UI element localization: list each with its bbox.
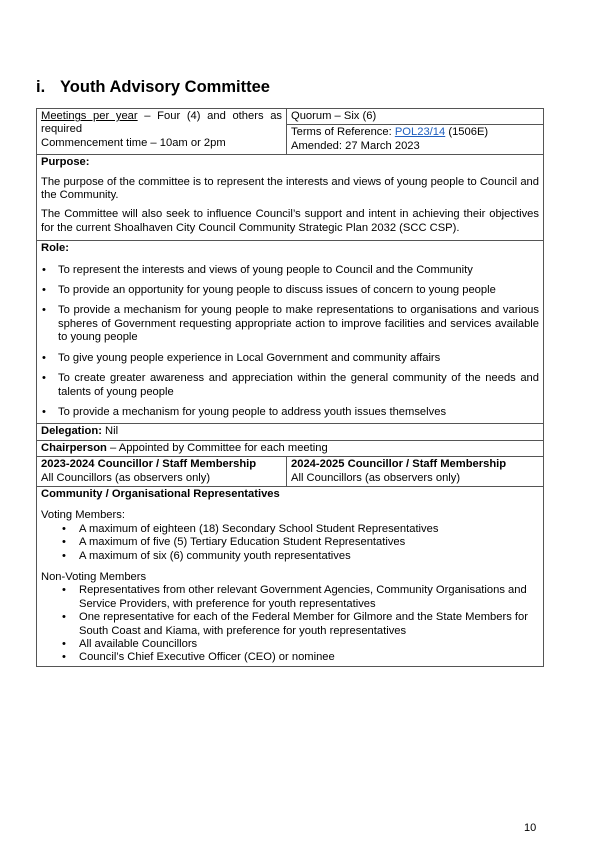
bullet-icon: • xyxy=(42,284,46,297)
terms-label: Terms of Reference: xyxy=(291,126,395,139)
delegation-cell xyxy=(37,424,544,440)
committee-table xyxy=(36,108,544,667)
role-row xyxy=(37,241,544,424)
membership-left-title: 2023-2024 Councillor / Staff Membership xyxy=(41,458,257,471)
quorum-text: Quorum – Six (6) xyxy=(291,110,377,122)
meetings-cell xyxy=(37,109,287,155)
meetings-row xyxy=(37,109,544,125)
nonvoting-label: Non-Voting Members xyxy=(41,570,147,583)
bullet-icon: • xyxy=(62,522,66,535)
section-title: Youth Advisory Committee xyxy=(60,78,270,96)
terms-cell xyxy=(287,125,544,155)
membership-left-cell xyxy=(37,457,287,487)
nonvoting-list xyxy=(41,584,539,664)
voting-item: • A maximum of eighteen (18) Secondary School Student Representatives xyxy=(62,522,439,535)
terms-link[interactable]: POL23/14 xyxy=(394,126,446,139)
page-number: 10 xyxy=(524,822,537,834)
role-item: • To provide an opportunity for young people to discuss issues of concern to young people xyxy=(42,284,496,297)
section-number: i. xyxy=(36,78,46,96)
bullet-icon: • xyxy=(62,584,66,597)
voting-label: Voting Members: xyxy=(41,509,125,522)
bullet-icon: • xyxy=(62,651,66,664)
membership-left-value: All Councillors (as observers only) xyxy=(41,471,211,484)
meetings-text: – Four (4) and others as xyxy=(137,110,283,122)
chairperson-label: Chairperson xyxy=(41,441,107,454)
voting-item: • A maximum of five (5) Tertiary Education Student Representatives xyxy=(62,536,406,549)
purpose-label: Purpose: xyxy=(41,156,90,169)
role-cell xyxy=(37,241,544,424)
membership-row xyxy=(37,457,544,487)
bullet-icon: • xyxy=(62,611,66,624)
bullet-icon: • xyxy=(42,304,46,317)
role-item: • To represent the interests and views of young people to Council and the Community xyxy=(42,263,473,276)
nonvoting-item: • One representative for each of the Federal Member for Gilmore and the State Members for South Coast and Kiama, with preference for youth representatives xyxy=(62,611,528,637)
chairperson-value: – Appointed by Committee for each meeting xyxy=(106,441,328,454)
community-row xyxy=(37,486,544,666)
delegation-label: Delegation: xyxy=(41,425,102,438)
membership-right-title: 2024-2025 Councillor / Staff Membership xyxy=(291,458,507,471)
terms-suffix: (1506E) xyxy=(445,126,489,139)
commencement-time: Commencement time – 10am or 2pm xyxy=(41,136,226,149)
voting-item: • A maximum of six (6) community youth representatives xyxy=(62,549,351,562)
bullet-icon: • xyxy=(42,351,46,364)
bullet-icon: • xyxy=(42,372,46,385)
section-heading xyxy=(36,78,270,97)
membership-right-cell xyxy=(287,457,544,487)
membership-right-value: All Councillors (as observers only) xyxy=(291,471,461,484)
role-item: • To provide a mechanism for young people to make representations to organisations and various spheres of Government requesting appropriate action to improve facilities and services available to young people xyxy=(42,304,539,344)
nonvoting-item: • Council’s Chief Executive Officer (CEO) or nominee xyxy=(62,651,335,664)
delegation-value: Nil xyxy=(101,425,119,438)
community-label: Community / Organisational Representatives xyxy=(41,487,280,500)
quorum-cell xyxy=(287,109,544,125)
voting-list xyxy=(41,523,539,563)
role-item: • To create greater awareness and appreciation within the general community of the needs and talents of young people xyxy=(42,372,539,398)
purpose-paragraph-2: The Committee will also seek to influence Council’s support and intent in achieving their objectives for the current Shoalhaven City Council Community Strategic Plan 2032 (SCC CSP). xyxy=(41,208,539,234)
role-item: • To give young people experience in Local Government and community affairs xyxy=(42,351,441,364)
purpose-paragraph-1: The purpose of the committee is to represent the interests and views of young people to Council and the Community. xyxy=(41,175,539,202)
bullet-icon: • xyxy=(42,405,46,418)
delegation-row xyxy=(37,424,544,440)
meetings-label: Meetings per year xyxy=(41,110,138,122)
purpose-row xyxy=(37,155,544,241)
purpose-cell xyxy=(37,155,544,241)
nonvoting-item: • All available Councillors xyxy=(62,638,198,650)
bullet-icon: • xyxy=(62,638,66,650)
role-item: • To provide a mechanism for young people to address youth issues themselves xyxy=(42,405,447,418)
meetings-text-2: required xyxy=(41,123,83,136)
nonvoting-item: • Representatives from other relevant Government Agencies, Community Organisations and Service Providers, with preference for youth representatives xyxy=(62,584,527,610)
bullet-icon: • xyxy=(62,549,66,562)
chairperson-cell xyxy=(37,440,544,456)
role-label: Role: xyxy=(41,242,69,255)
role-list xyxy=(41,264,539,420)
amended-date: Amended: 27 March 2023 xyxy=(291,139,420,152)
bullet-icon: • xyxy=(62,536,66,549)
community-cell xyxy=(37,486,544,666)
bullet-icon: • xyxy=(42,263,46,276)
chairperson-row xyxy=(37,440,544,456)
